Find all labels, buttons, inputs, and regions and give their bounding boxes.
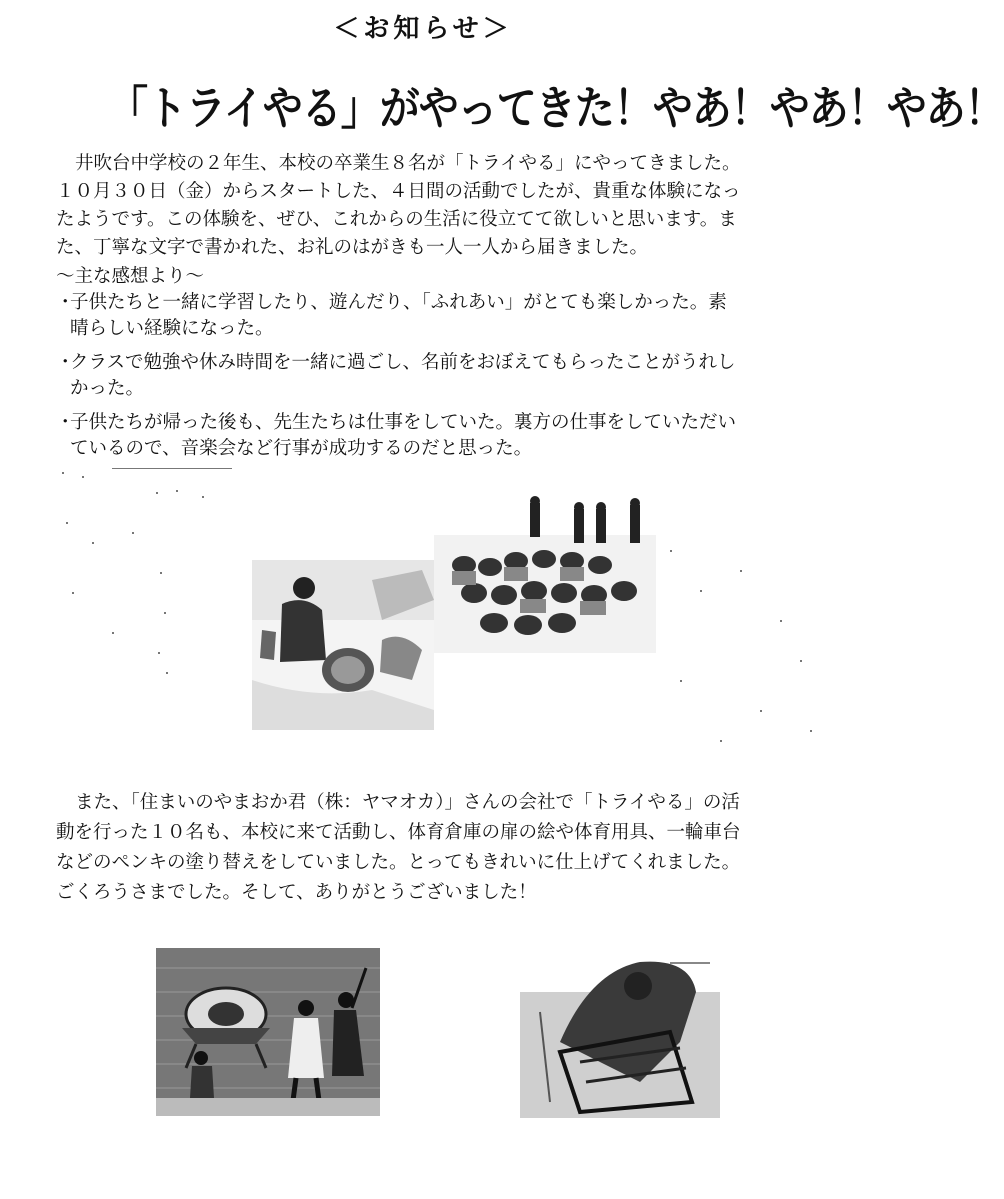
impressions-list <box>56 290 816 470</box>
intro-paragraph <box>56 150 816 262</box>
group-photo <box>434 495 656 653</box>
intro-line: 井吹台中学校の２年生、本校の卒業生８名が「トライやる」にやってきました。 <box>75 153 741 174</box>
paragraph-line: ごくろうさまでした。そして、ありがとうございました！ <box>56 882 537 903</box>
intro-line: １０月３０日（金）からスタートした、４日間の活動でしたが、貴重な体験になっ <box>56 181 741 202</box>
stand-painting-photo <box>520 952 720 1118</box>
door-painting-photo <box>156 948 380 1116</box>
list-item-text: かった。 <box>70 378 145 399</box>
bullet-mark: ・ <box>56 292 75 313</box>
list-item <box>56 410 816 462</box>
scan-speckle-right <box>660 530 830 760</box>
list-item <box>56 350 816 402</box>
intro-line: た、丁寧な文字で書かれた、お礼のはがきも一人一人から届きました。 <box>56 237 649 258</box>
second-paragraph <box>56 788 816 908</box>
impressions-heading: ～主な感想より～ <box>56 266 205 287</box>
notice-header: ＜お知らせ＞ <box>333 14 513 44</box>
scan-speckle-left <box>52 462 252 702</box>
paragraph-line: などのペンキの塗り替えをしていました。とってもきれいに仕上げてくれました。 <box>56 852 741 873</box>
paragraph-line: 動を行った１０名も、本校に来て活動し、体育倉庫の扉の絵や体育用具、一輪車台 <box>56 822 741 843</box>
list-item <box>56 290 816 342</box>
bullet-mark: ・ <box>56 412 75 433</box>
list-item-text: 晴らしい経験になった。 <box>70 318 274 339</box>
list-item-text: クラスで勉強や休み時間を一緒に過ごし、名前をおぼえてもらったことがうれし <box>70 352 736 373</box>
page-title: 「トライやる」がやってきた！やあ！やあ！やあ！ <box>108 82 1004 136</box>
list-item-text: 子供たちが帰った後も、先生たちは仕事をしていた。裏方の仕事をしていただい <box>70 412 737 433</box>
list-item-text: ているので、音楽会など行事が成功するのだと思った。 <box>70 438 533 459</box>
intro-line: たようです。この体験を、ぜひ、これからの生活に役立てて欲しいと思います。ま <box>56 209 737 230</box>
list-item-text: 子供たちと一緒に学習したり、遊んだり、「ふれあい」がとても楽しかった。素 <box>70 292 727 313</box>
bullet-mark: ・ <box>56 352 75 373</box>
paragraph-line: また、「住まいのやまおか君（株：ヤマオカ）」さんの会社で「トライやる」の活 <box>75 792 740 813</box>
classroom-photo <box>252 560 434 730</box>
